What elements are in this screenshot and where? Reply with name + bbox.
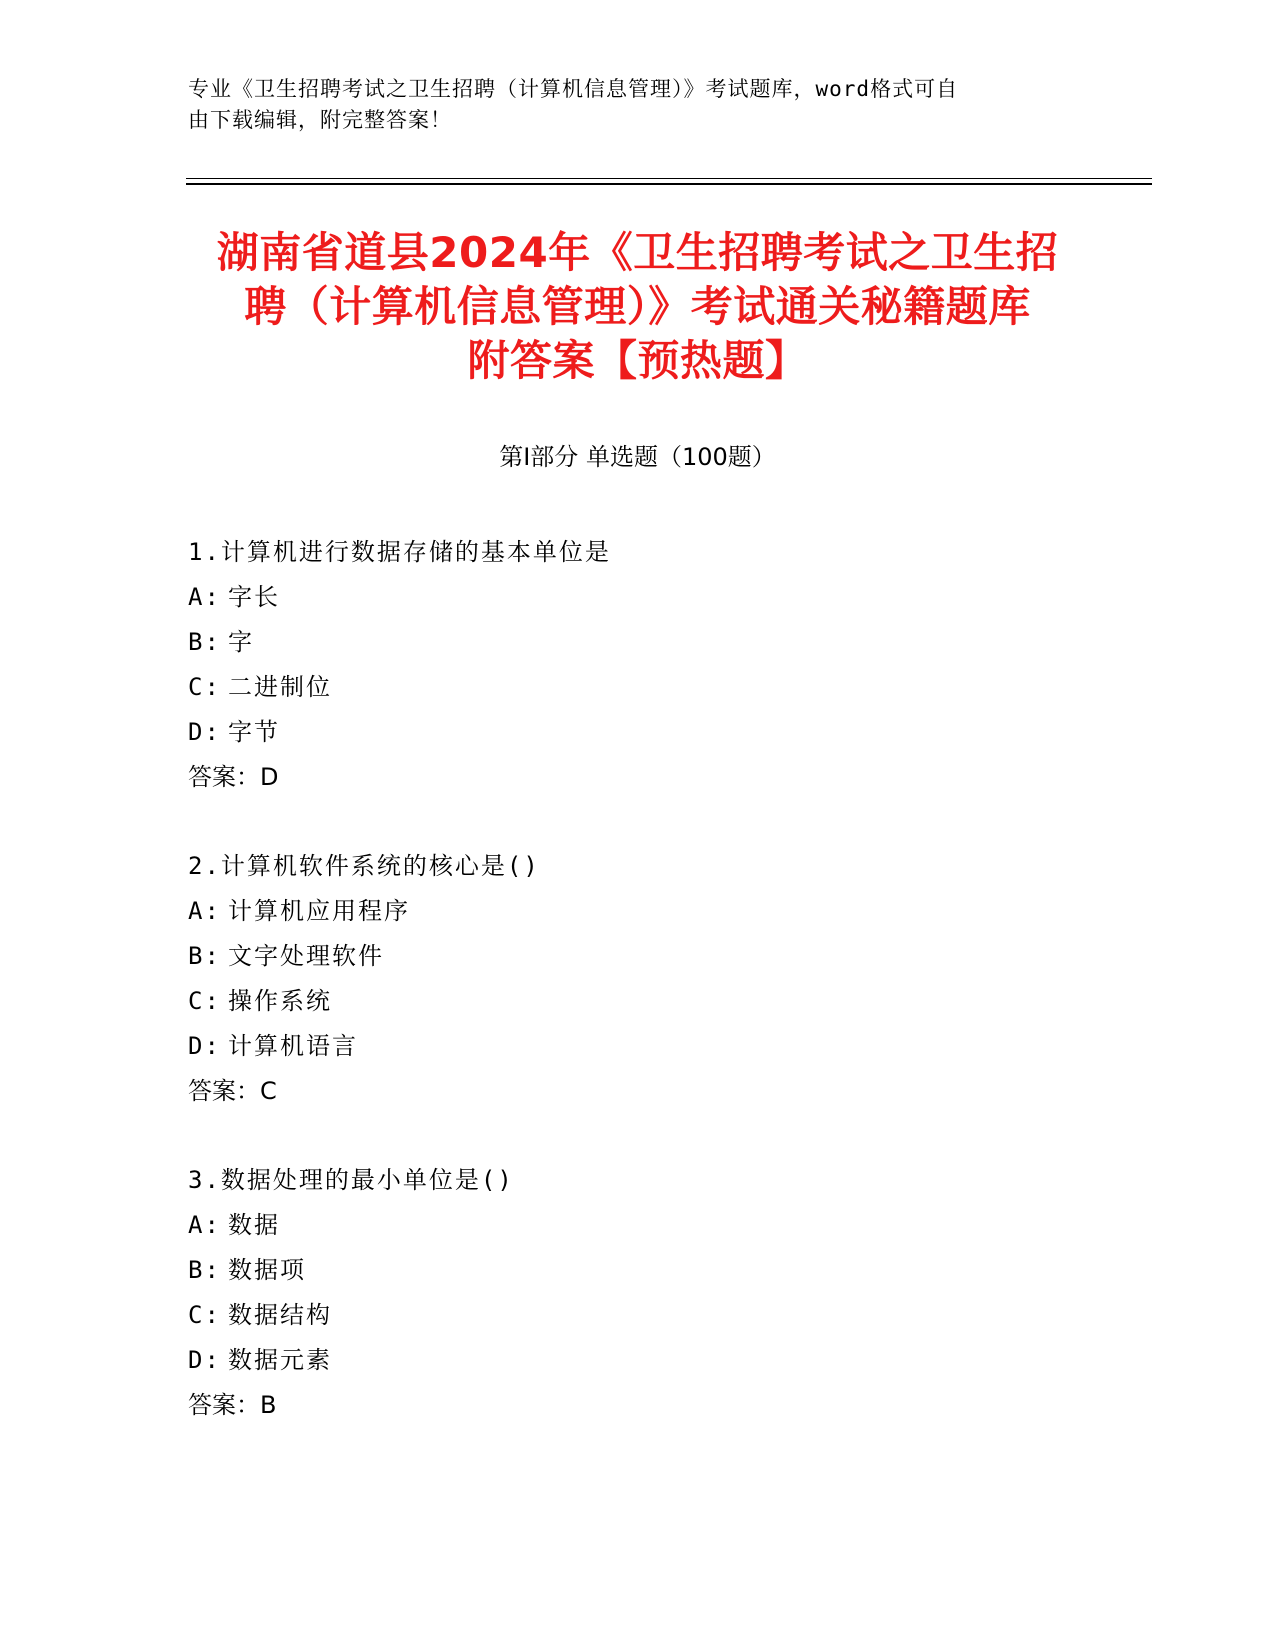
option-letter: A: bbox=[188, 1211, 221, 1239]
option-letter: B: bbox=[188, 1256, 221, 1284]
option-text: 文字处理软件 bbox=[228, 942, 384, 970]
option-b bbox=[188, 934, 1088, 979]
question-2 bbox=[188, 844, 1088, 1114]
option-text: 数据结构 bbox=[228, 1301, 332, 1329]
option-text: 数据项 bbox=[228, 1256, 306, 1284]
option-c bbox=[188, 979, 1088, 1024]
document-title-line-3: 附答案【预热题】 bbox=[467, 336, 808, 385]
option-a bbox=[188, 1203, 1088, 1248]
answer-line: 答案：D bbox=[188, 763, 279, 791]
header-divider-thick bbox=[186, 183, 1152, 185]
option-b bbox=[188, 1248, 1088, 1293]
question-1 bbox=[188, 530, 1088, 800]
option-c bbox=[188, 1293, 1088, 1338]
option-d bbox=[188, 1338, 1088, 1383]
section-heading: 第Ⅰ部分 单选题（100题） bbox=[499, 443, 776, 471]
answer-line: 答案：B bbox=[188, 1391, 277, 1419]
question-list bbox=[188, 530, 1088, 1472]
option-letter: B: bbox=[188, 628, 221, 656]
option-letter: C: bbox=[188, 987, 221, 1015]
option-letter: D: bbox=[188, 718, 221, 746]
option-letter: D: bbox=[188, 1346, 221, 1374]
document-title-line-1: 湖南省道县2024年《卫生招聘考试之卫生招 bbox=[216, 228, 1059, 277]
option-text: 数据元素 bbox=[228, 1346, 332, 1374]
option-letter: A: bbox=[188, 897, 221, 925]
header-note-line-1: 专业《卫生招聘考试之卫生招聘（计算机信息管理）》考试题库，word格式可自 bbox=[188, 77, 959, 101]
option-letter: B: bbox=[188, 942, 221, 970]
option-letter: A: bbox=[188, 583, 221, 611]
option-a bbox=[188, 575, 1088, 620]
option-text: 计算机语言 bbox=[228, 1032, 358, 1060]
document-title-line-2: 聘（计算机信息管理）》考试通关秘籍题库 bbox=[244, 282, 1031, 331]
option-letter: C: bbox=[188, 673, 221, 701]
question-stem: 2.计算机软件系统的核心是() bbox=[188, 852, 540, 880]
answer-line: 答案：C bbox=[188, 1077, 277, 1105]
option-text: 字节 bbox=[228, 718, 280, 746]
question-stem: 3.数据处理的最小单位是() bbox=[188, 1166, 514, 1194]
option-text: 字 bbox=[228, 628, 254, 656]
option-d bbox=[188, 710, 1088, 755]
option-text: 二进制位 bbox=[228, 673, 332, 701]
question-3 bbox=[188, 1158, 1088, 1428]
option-b bbox=[188, 620, 1088, 665]
option-letter: C: bbox=[188, 1301, 221, 1329]
option-text: 数据 bbox=[228, 1211, 280, 1239]
header-note bbox=[188, 74, 1068, 136]
document-title bbox=[150, 226, 1125, 388]
option-text: 计算机应用程序 bbox=[228, 897, 410, 925]
option-text: 字长 bbox=[228, 583, 280, 611]
header-divider-thin bbox=[186, 178, 1152, 179]
option-c bbox=[188, 665, 1088, 710]
question-stem: 1.计算机进行数据存储的基本单位是 bbox=[188, 538, 611, 566]
option-text: 操作系统 bbox=[228, 987, 332, 1015]
option-a bbox=[188, 889, 1088, 934]
option-letter: D: bbox=[188, 1032, 221, 1060]
header-note-line-2: 由下载编辑，附完整答案！ bbox=[188, 108, 452, 132]
option-d bbox=[188, 1024, 1088, 1069]
